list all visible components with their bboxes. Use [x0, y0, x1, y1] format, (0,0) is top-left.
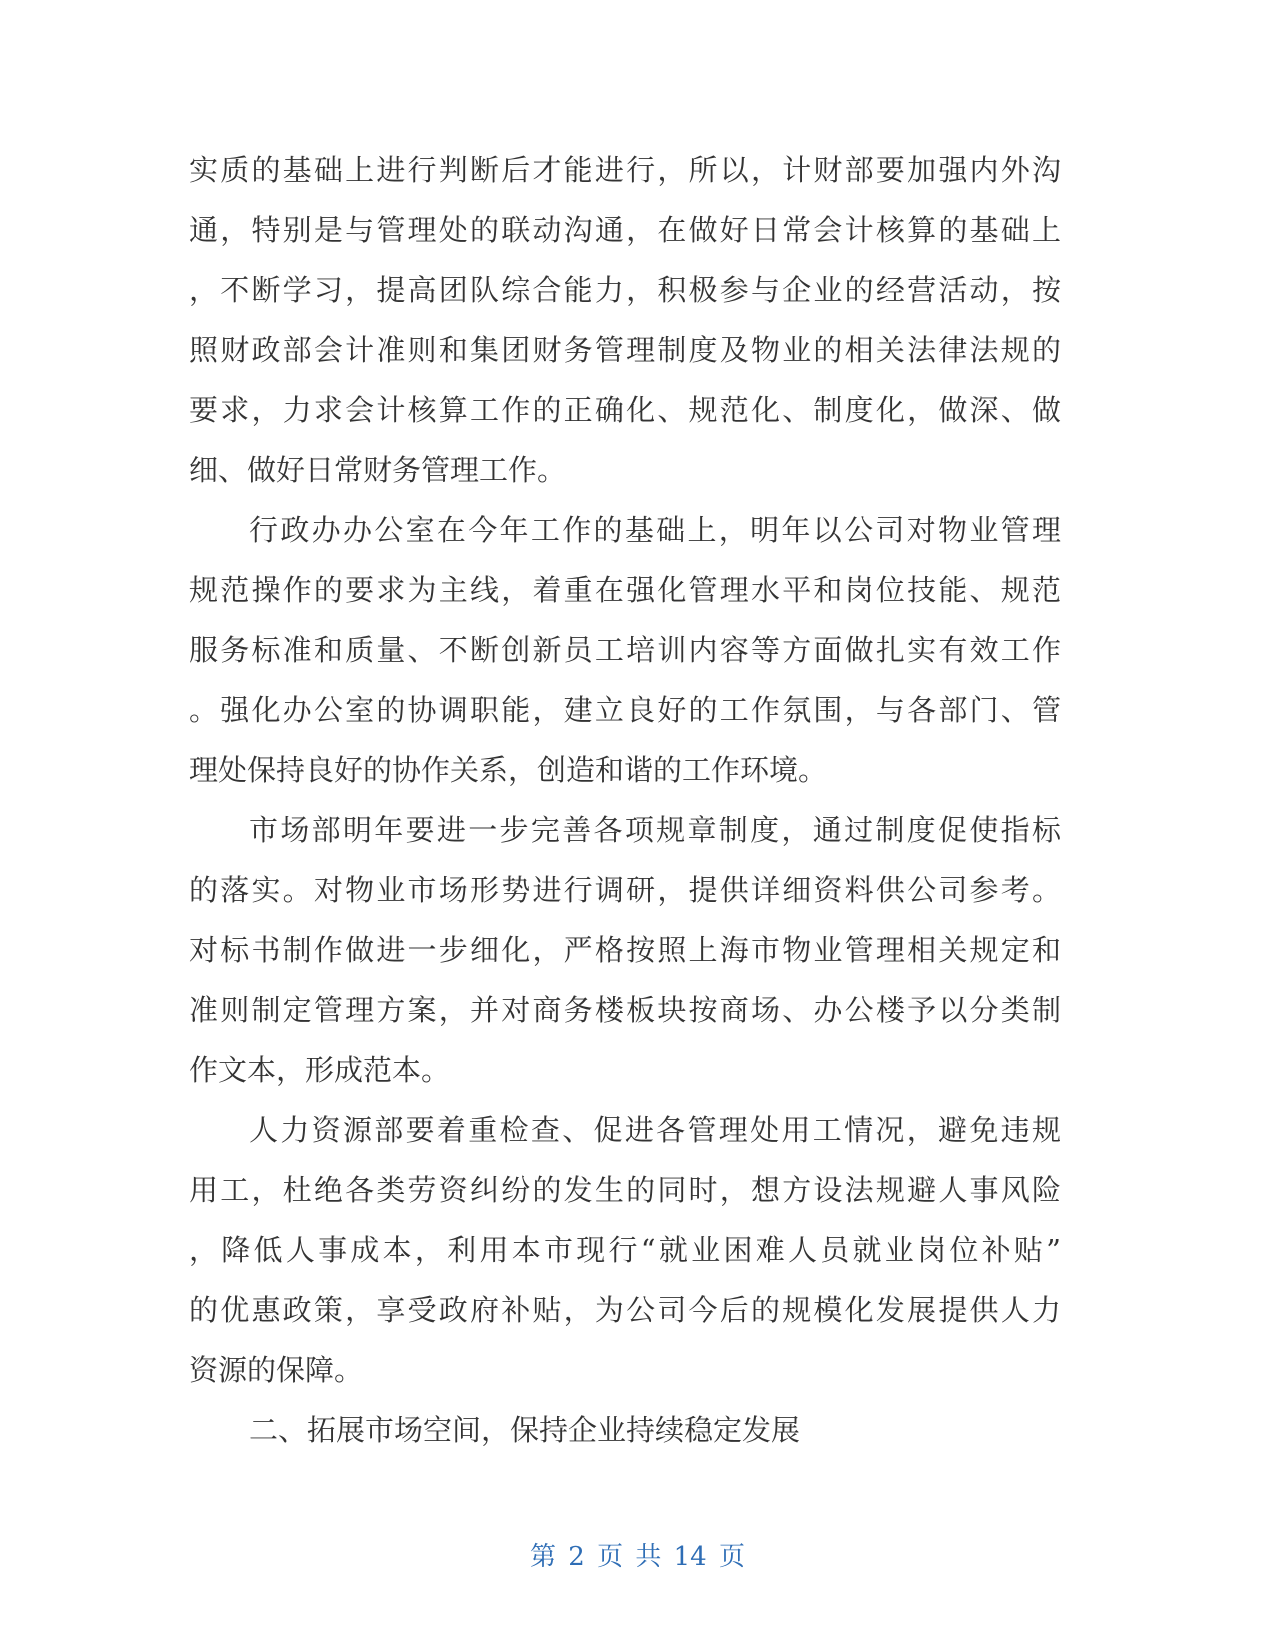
text-line: 照财政部会计准则和集团财务管理制度及物业的相关法律法规的: [189, 333, 1061, 367]
text-line: 准则制定管理方案，并对商务楼板块按商场、办公楼予以分类制: [189, 993, 1061, 1027]
text-line: ，降低人事成本，利用本市现行“就业困难人员就业岗位补贴”: [189, 1233, 1061, 1267]
text-line: 的落实。对物业市场形势进行调研，提供详细资料供公司参考。: [189, 873, 1061, 907]
page-number-footer: 第 2 页 共 14 页: [530, 1542, 745, 1572]
text-line: 的优惠政策，享受政府补贴，为公司今后的规模化发展提供人力: [189, 1293, 1061, 1327]
document-body: [189, 140, 1061, 1460]
text-line: 实质的基础上进行判断后才能进行，所以，计财部要加强内外沟: [189, 153, 1061, 187]
text-line: 资源的保障。: [189, 1353, 364, 1387]
text-line: ，不断学习，提高团队综合能力，积极参与企业的经营活动，按: [189, 273, 1061, 307]
section-heading: 二、拓展市场空间，保持企业持续稳定发展: [249, 1413, 801, 1447]
text-line: 用工，杜绝各类劳资纠纷的发生的同时，想方设法规避人事风险: [189, 1173, 1061, 1207]
text-line: 理处保持良好的协作关系，创造和谐的工作环境。: [189, 753, 828, 787]
text-line: 要求，力求会计核算工作的正确化、规范化、制度化，做深、做: [189, 393, 1061, 427]
text-line: 作文本，形成范本。: [189, 1053, 451, 1087]
text-line: 市场部明年要进一步完善各项规章制度，通过制度促使指标: [249, 813, 1061, 847]
text-line: 服务标准和质量、不断创新员工培训内容等方面做扎实有效工作: [189, 633, 1061, 667]
text-line: 人力资源部要着重检查、促进各管理处用工情况，避免违规: [249, 1113, 1061, 1147]
text-line: 行政办办公室在今年工作的基础上，明年以公司对物业管理: [249, 513, 1061, 547]
text-line: 规范操作的要求为主线，着重在强化管理水平和岗位技能、规范: [189, 573, 1061, 607]
text-line: 细、做好日常财务管理工作。: [189, 453, 567, 487]
text-line: 通，特别是与管理处的联动沟通，在做好日常会计核算的基础上: [189, 213, 1061, 247]
text-line: 对标书制作做进一步细化，严格按照上海市物业管理相关规定和: [189, 933, 1061, 967]
text-line: 。强化办公室的协调职能，建立良好的工作氛围，与各部门、管: [189, 693, 1061, 727]
